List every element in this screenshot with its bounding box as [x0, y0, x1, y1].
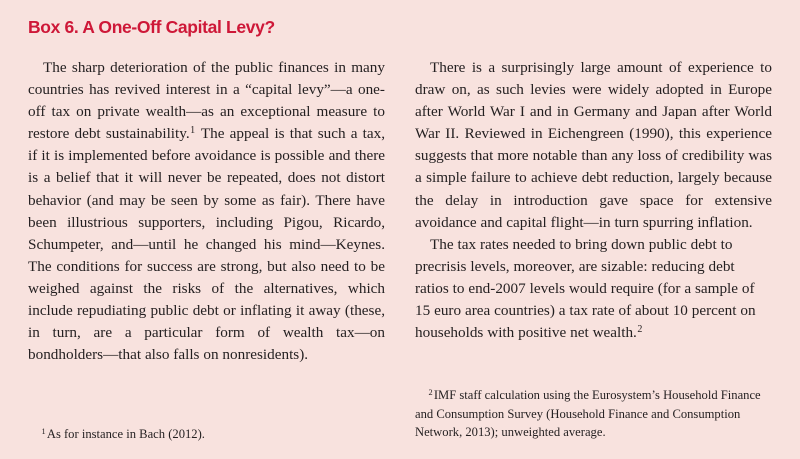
footnote-text: IMF staff calculation using the Eurosystem’s Household Finance and Consumption Survey (Household Finance and Consumption Network, 2013); unweighted average.	[415, 388, 761, 439]
right-column	[415, 57, 772, 453]
right-column-footnotes	[415, 386, 772, 441]
left-column	[28, 57, 385, 453]
left-column-body	[28, 57, 385, 366]
right-column-body	[415, 57, 772, 344]
box-title: Box 6. A One-Off Capital Levy?	[28, 17, 275, 37]
paragraph: There is a surprisingly large amount of experience to draw on, as such levies were widely adopted in Europe after World War I and in Germany and Japan after World War II. Reviewed in Eichengreen (1990), this experience suggests that more notable than any loss of credibility was a simple failure to achieve debt reduction, largely because the delay in introduction gave space for extensive avoidance and capital flight—in turn spurring inflation.	[415, 59, 772, 231]
footnote-number-2: 2	[428, 388, 433, 398]
paragraph	[415, 234, 772, 344]
footnote-marker-2: 2	[637, 323, 643, 335]
footnote	[28, 425, 385, 443]
paragraph	[28, 57, 385, 366]
paragraph-text-part-2: The appeal is that such a tax, if it is implemented before avoidance is possible and there is a belief that it will never be repeated, does not distort behavior (and may be seen by some as fair). There have been illustrious supporters, including Pigou, Ricardo, Schumpeter, and—until he changed his mind—Keynes. The conditions for success are strong, but also need to be weighed against the risks of the alternatives, which include repudiating public debt or inflating it away (these, in turn, are a particular form of wealth tax—on bondholders—that also falls on nonresidents).	[28, 125, 385, 364]
paragraph-text-part-1: The sharp deterioration of the public finances in many countries has revived interest in a “capital levy”—a one-off tax on private wealth—as an exceptional measure to restore debt sustainability.	[28, 59, 385, 143]
two-column-body	[0, 57, 800, 453]
left-column-footnotes	[28, 425, 385, 443]
footnote-text: As for instance in Bach (2012).	[46, 426, 205, 441]
footnote-marker-1: 1	[190, 125, 196, 137]
paragraph-text: The tax rates needed to bring down public debt to precrisis levels, moreover, are sizable: reducing debt ratios to end-2007 levels would require (for a sample of 15 euro area countries) a tax rate of about 10 percent on households with positive net wealth.	[415, 235, 756, 342]
footnote-number-1: 1	[41, 426, 46, 436]
footnote	[415, 386, 772, 441]
